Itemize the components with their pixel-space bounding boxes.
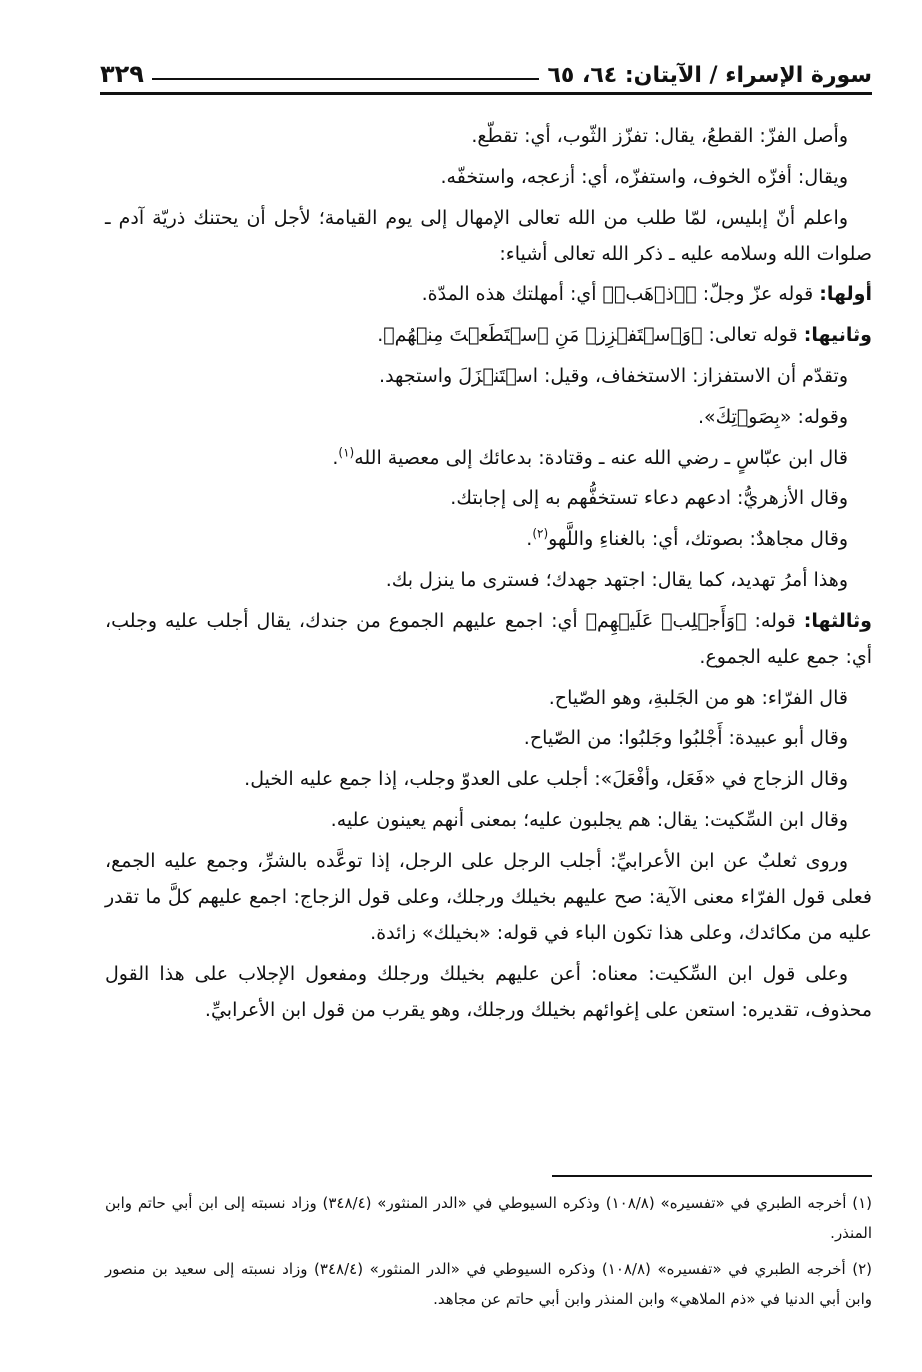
paragraph: وثالثها: قوله: ﴿وَأَجۡلِبۡ عَلَيۡهِم﴾ أي: اجمع عليهم الجموع من جندك، يقال أجلب عليه وجلب، أي: جمع عليه الجموع.	[105, 609, 872, 668]
paragraph: ويقال: أفزّه الخوف، واستفزّه، أي: أزعجه، واستخفّه.	[440, 165, 848, 188]
point-label: وثالثها:	[803, 609, 872, 632]
point-label: أولها:	[819, 283, 872, 306]
paragraph: وهذا أمرُ تهديد، كما يقال: اجتهد جهدك؛ فسترى ما ينزل بك.	[385, 568, 848, 591]
page-number: ٣٢٩	[100, 60, 144, 88]
main-text	[105, 118, 872, 1032]
paragraph: قال ابن عبّاسٍ ـ رضي الله عنه ـ وقتادة: بدعائك إلى معصية الله$^{(١)}$.	[332, 445, 848, 469]
paragraph: وأصل الفزّ: القطعُ، يقال: تفزّز الثّوب، أي: تقطّع.	[471, 125, 848, 147]
running-header	[100, 52, 872, 95]
footnote-ref: (٢)	[532, 526, 549, 541]
paragraph: وثانيها: قوله تعالى: ﴿وَٱسۡتَفۡزِزۡ مَنِ ٱسۡتَطَعۡتَ مِنۡهُم﴾.	[377, 324, 872, 347]
surah-title: سورة الإسراء / الآيتان: ٦٤، ٦٥	[547, 63, 872, 88]
point-label: وثانيها:	[803, 324, 872, 347]
paragraph: وقال مجاهدٌ: بصوتك، أي: بالغناءِ واللَّهو$^{(٢)}$.	[526, 526, 848, 551]
paragraph: قال الفرّاء: هو من الجَلبةِ، وهو الصّياح.	[548, 686, 848, 709]
paragraph: وروى ثعلبٌ عن ابن الأعرابيِّ: أجلب الرجل على الرجل، إذا توعَّده بالشرِّ، وجمع عليه الجمع، فعلى قول الفرّاء معنى الآية: صح عليهم بخيلك ورجلك، وعلى قول الزجاج: اجمع عليهم كلَّ ما تقدر عليه من مكائدك، وعلى هذا تكون الباء في قوله: «بخيلك» زائدة.	[105, 849, 872, 944]
paragraph: وتقدّم أن الاستفزاز: الاستخفاف، وقيل: اسۡتَنۡزَلَ واستجهد.	[379, 364, 848, 387]
paragraph: أولها: قوله عزّ وجلّ: ﴿ٱذۡهَبۡ﴾ أي: أمهلتك هذه المدّة.	[421, 283, 872, 306]
footnote: (١) أخرجه الطبري في «تفسيره» (١٠٨/٨) وذكره السيوطي في «الدر المنثور» (٣٤٨/٤) وزاد نسبته إلى ابن أبي حاتم وابن المنذر.	[105, 1194, 872, 1242]
paragraph: وقال ابن السِّكيت: يقال: هم يجلبون عليه؛ بمعنى أنهم يعينون عليه.	[330, 808, 848, 831]
paragraph: وقوله: «بِصَوۡتِكَ».	[697, 405, 848, 428]
paragraph: واعلم أنّ إبليس، لمّا طلب من الله تعالى الإمهال إلى يوم القيامة؛ لأجل أن يحتنك ذريّة آدم ـ صلوات الله وسلامه عليه ـ ذكر الله تعالى أشياء:	[105, 206, 872, 265]
footnote: (٢) أخرجه الطبري في «تفسيره» (١٠٨/٨) وذكره السيوطي في «الدر المنثور» (٣٤٨/٤) وزاد نسبته إلى سعيد بن منصور وابن أبي الدنيا في «ذم الملاهي» وابن المنذر وابن أبي حاتم عن مجاهد.	[105, 1260, 873, 1308]
footnotes	[105, 1188, 872, 1320]
paragraph: وعلى قول ابن السِّكيت: معناه: أعن عليهم بخيلك ورجلك ومفعول الإجلاب على هذا القول محذوف، تقديره: استعن على إغوائهم بخيلك ورجلك، وهو يقرب من قول ابن الأعرابيِّ.	[105, 962, 872, 1021]
paragraph: وقال الزجاج في «فَعَل، وأفْعَلَ»: أجلب على العدوّ وجلب، إذا جمع عليه الخيل.	[244, 768, 848, 791]
header-rule	[152, 78, 540, 80]
footnote-separator	[552, 1175, 872, 1177]
paragraph: وقال الأزهريُّ: ادعهم دعاء تستخفُّهم به إلى إجابتك.	[450, 487, 848, 510]
paragraph: وقال أبو عبيدة: أَجْلبُوا وجَلبُوا: من الصّياح.	[523, 727, 848, 750]
footnote-ref: (١)	[338, 445, 355, 460]
